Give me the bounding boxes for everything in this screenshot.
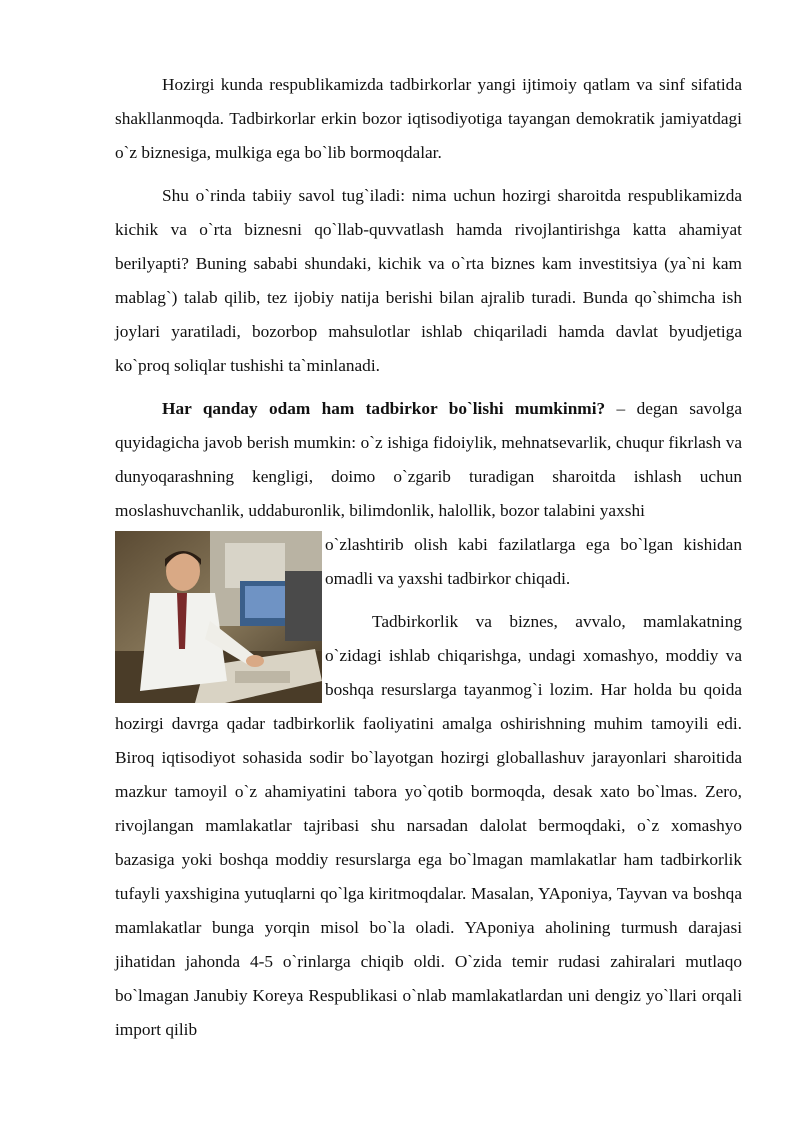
paragraph-3 bbox=[115, 392, 742, 528]
office-worker-illustration bbox=[115, 531, 322, 703]
paragraph-3-tail: o`zlashtirib olish kabi fazilatlarga ega bo`lgan kishidan omadli va yaxshi tadbirkor chiqadi. bbox=[325, 535, 742, 588]
paragraph-3-question: Har qanday odam ham tadbirkor bo`lishi mumkinmi? bbox=[162, 399, 606, 418]
paragraph-2: Shu o`rinda tabiiy savol tug`iladi: nima uchun hozirgi sharoitda respublikamizda kichik va o`rta biznesni qo`llab-quvvatlash hamda rivojlantirishga katta ahamiyat berilyapti? Buning sababi shundaki, kichik va o`rta biznes kam investitsiya (ya`ni kam mablag`) talab qilib, tez ijobiy natija berishi bilan ajralib turadi. Bunda qo`shimcha ish joylari yaratiladi, bozorbop mahsulotlar ishlab chiqariladi hamda davlat byudjetiga ko`proq soliqlar tushishi ta`minlanadi. bbox=[115, 186, 742, 375]
office-worker-photo bbox=[115, 531, 322, 703]
paragraph-4: Tadbirkorlik va biznes, avvalo, mamlakatning o`zidagi ishlab chiqarishga, undagi xomashyo, moddiy va boshqa resurslarga tayanmog`i lozim. Har holda bu qoida hozirgi davrga qadar tadbirkorlik faoliyatini amalga oshirishning muhim tamoyili edi. Biroq iqtisodiyot sohasida sodir bo`layotgan hozirgi globallashuv jarayonlari sharoitida mazkur tamoyil o`z ahamiyatini tabora yo`qotib bormoqda, desak xato bo`lmas. Zero, rivojlangan mamlakatlar tajribasi shu narsadan dalolat bermoqdaki, o`z xomashyo bazasiga yoki boshqa moddiy resurslarga ega bo`lmagan mamlakatlar ham tadbirkorlik tufayli yaxshigina yutuqlarni qo`lga kiritmoqdalar. Masalan, YAponiya, Tayvan va boshqa mamlakatlar bunga yorqin misol bo`la oladi. YAponiya aholining turmush darajasi jihatidan jahonda 4-5 o`rinlarga chiqib oldi. O`zida temir rudasi zahiralari mutlaqo bo`lmagan Janubiy Koreya Respublikasi o`nlab mamlakatlardan uni dengiz yo`llari orqali import qilib bbox=[115, 612, 742, 1039]
document-body bbox=[115, 68, 742, 1056]
paragraph-1: Hozirgi kunda respublikamizda tadbirkorlar yangi ijtimoiy qatlam va sinf sifatida shakllanmoqda. Tadbirkorlar erkin bozor iqtisodiyotiga tayangan demokratik jamiyatdagi o`z biznesiga, mulkiga ega bo`lib bormoqdalar. bbox=[115, 75, 742, 162]
paragraph-3-body: – degan savolga quyidagicha javob berish mumkin: o`z ishiga fidoiylik, mehnatsevarlik, chuqur fikrlash va dunyoqarashning kengligi, doimo o`zgarib turadigan sharoitda ishlash uchun moslashuvchanlik, uddaburonlik, bilimdonlik, halollik, bozor talabini yaxshi bbox=[115, 399, 743, 520]
